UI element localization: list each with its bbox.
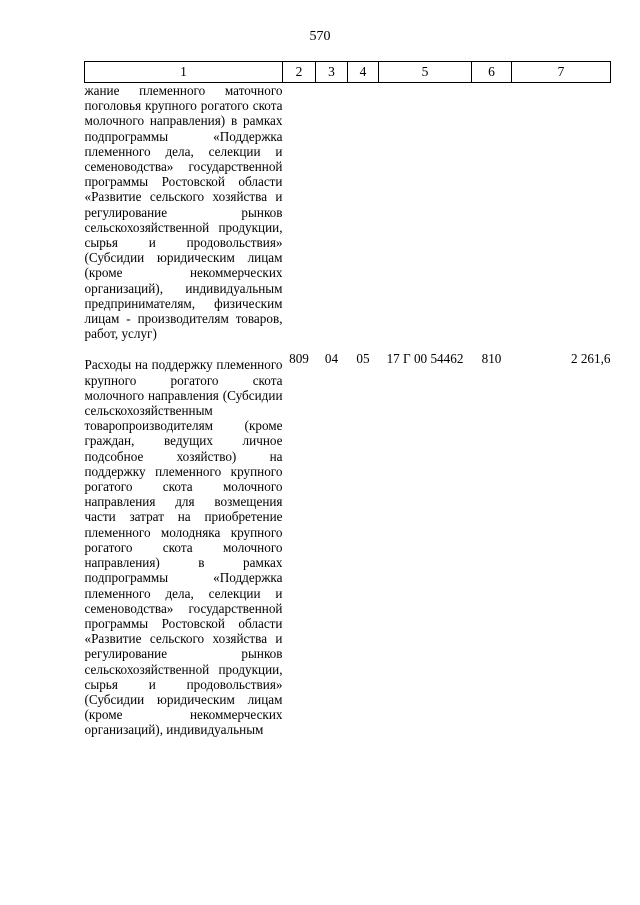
header-col-2: 2: [283, 62, 316, 83]
page-number: 570: [309, 29, 331, 44]
table-row: [85, 83, 611, 352]
header-col-6: 6: [472, 62, 512, 83]
table-row: [85, 351, 611, 737]
row-code-target: [379, 83, 472, 352]
header-col-4: 4: [348, 62, 379, 83]
row-code-subsection: [348, 83, 379, 352]
row-amount: [512, 83, 611, 352]
row-code-ministry: [283, 83, 316, 352]
row-code-expense-type: 810: [481, 351, 502, 367]
header-row: [85, 62, 611, 83]
budget-table: [84, 61, 611, 738]
header-col-5: 5: [379, 62, 472, 83]
header-col-7: 7: [512, 62, 611, 83]
row-description: Расходы на поддержку племенного крупного рогатого скота молочного направления (Субсидии сельскохозяйственным товаропроизводителям (кроме граждан, ведущих личное подсобное хозяйство) на поддержку племенного крупного рогатого скота молочного направления для возмещения части затрат на приобретение племенного молодняка крупного рогатого скота молочного направления) в рамках подпрограммы «Поддержка племенного дела, селекции и семеноводства» государственной программы Ростовской области «Развитие сельского хозяйства и регулирование рынков сельскохозяйственной продукции, сырья и продовольствия» (Субсидии юридическим лицам (кроме некоммерческих организаций), индивидуальным: [84, 357, 283, 738]
row-code-target: 17 Г 00 54462: [386, 351, 464, 367]
row-code-section: [316, 83, 348, 352]
row-description: жание племенного маточного поголовья крупного рогатого скота молочного направления) в рамках подпрограммы «Поддержка племенного дела, селекции и семеноводства» государственной программы Ростовской области «Развитие сельского хозяйства и регулирование рынков сельскохозяйственной продукции, сырья и продовольствия» (Субсидии юридическим лицам (кроме некоммерческих организаций), индивидуальным предпринимателям, физическим лицам - производителям товаров, работ, услуг): [84, 83, 283, 342]
row-amount: 2 261,6: [570, 351, 611, 367]
row-code-subsection: 05: [356, 351, 370, 367]
row-code-section: 04: [324, 351, 339, 367]
header-col-3: 3: [316, 62, 348, 83]
row-code-expense-type: [472, 83, 512, 352]
header-col-1: 1: [85, 62, 283, 83]
row-code-ministry: 809: [289, 351, 309, 367]
